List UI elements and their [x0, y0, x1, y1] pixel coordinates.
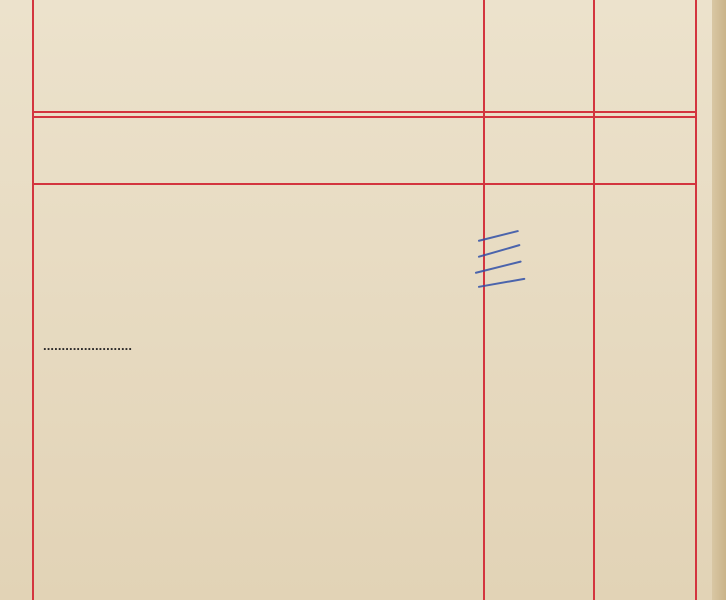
stator-title-qty: [590, 339, 690, 353]
table-border-left: [32, 0, 34, 600]
stator-title: ........................: [43, 338, 133, 353]
table-divider-2: [593, 0, 595, 600]
page-edge: [712, 0, 726, 600]
table-border-right: [695, 0, 697, 600]
header-rule: [32, 183, 697, 185]
stator-title-num: [488, 339, 588, 353]
table-rule-2: [32, 116, 697, 118]
table-rule-1: [32, 111, 697, 113]
table-divider-1: [483, 0, 485, 600]
